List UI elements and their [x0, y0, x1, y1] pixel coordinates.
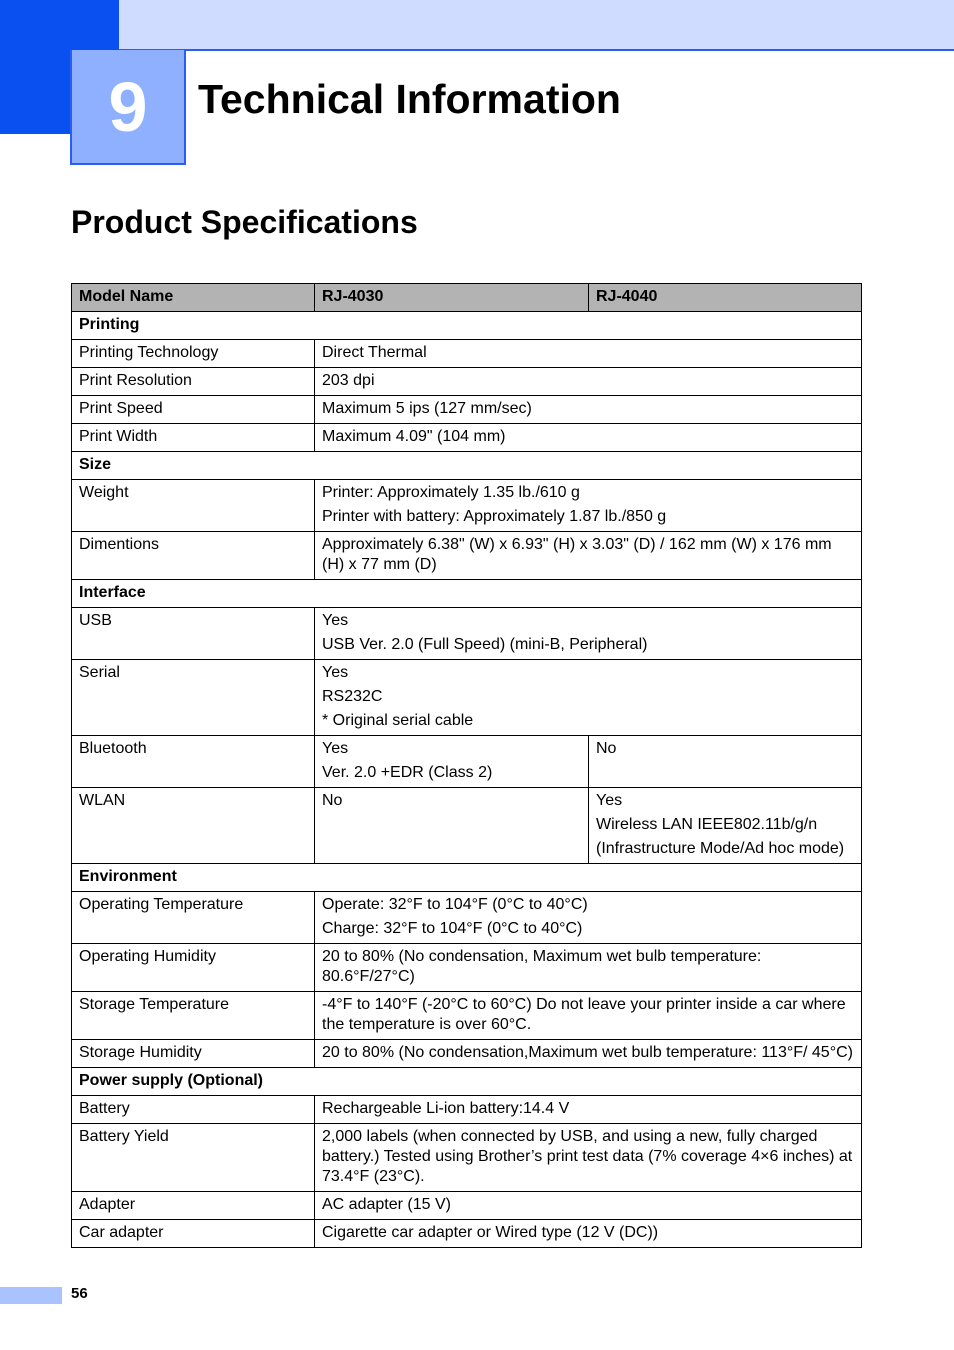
spec-line: Yes — [596, 792, 623, 809]
header-model-name: Model Name — [72, 284, 315, 312]
table-row — [72, 788, 862, 864]
spec-label: Print Width — [72, 424, 315, 452]
spec-line: Yes — [322, 664, 349, 681]
spec-label: USB — [72, 608, 315, 660]
spec-line: Printer: Approximately 1.35 lb./610 g — [322, 484, 580, 501]
spec-line: Wireless LAN IEEE802.11b/g/n — [596, 816, 818, 833]
chapter-title: Technical Information — [198, 76, 621, 122]
spec-value-rj-4040 — [589, 788, 862, 864]
spec-value: 2,000 labels (when connected by USB, and using a new, fully charged battery.) Tested using Brother’s print test data (7% coverage 4×6 inches) at 73.4°F (23°C). — [315, 1124, 862, 1192]
spec-label: Adapter — [72, 1192, 315, 1220]
table-row — [72, 480, 862, 532]
table-row — [72, 944, 862, 992]
spec-value: Cigarette car adapter or Wired type (12 V (DC)) — [315, 1220, 862, 1248]
spec-value: AC adapter (15 V) — [315, 1192, 862, 1220]
spec-line: Charge: 32°F to 104°F (0°C to 40°C) — [322, 920, 583, 937]
spec-value — [315, 660, 862, 736]
spec-line: * Original serial cable — [322, 712, 474, 729]
section-label: Size — [72, 452, 862, 480]
section-label: Interface — [72, 580, 862, 608]
spec-value: Maximum 4.09" (104 mm) — [315, 424, 862, 452]
spec-value-rj-4030 — [315, 736, 589, 788]
table-row — [72, 736, 862, 788]
table-row — [72, 532, 862, 580]
spec-line: Operate: 32°F to 104°F (0°C to 40°C) — [322, 896, 588, 913]
spec-line: Yes — [322, 612, 349, 629]
spec-label: Storage Humidity — [72, 1040, 315, 1068]
spec-value: Direct Thermal — [315, 340, 862, 368]
spec-value: 20 to 80% (No condensation,Maximum wet bulb temperature: 113°F/ 45°C) — [315, 1040, 862, 1068]
page-tab-marker — [0, 1287, 62, 1304]
spec-label: Battery — [72, 1096, 315, 1124]
spec-value: Rechargeable Li-ion battery:14.4 V — [315, 1096, 862, 1124]
table-row — [72, 608, 862, 660]
spec-line: USB Ver. 2.0 (Full Speed) (mini-B, Peripheral) — [322, 636, 648, 653]
table-row — [72, 992, 862, 1040]
section-label: Printing — [72, 312, 862, 340]
section-label: Power supply (Optional) — [72, 1068, 862, 1096]
table-row — [72, 1124, 862, 1192]
page-number: 56 — [71, 1285, 88, 1302]
spec-label: Bluetooth — [72, 736, 315, 788]
header-rj-4030: RJ-4030 — [315, 284, 589, 312]
specifications-table — [71, 283, 862, 1248]
spec-value-rj-4040: No — [589, 736, 862, 788]
spec-value-rj-4030: No — [315, 788, 589, 864]
spec-label: Dimentions — [72, 532, 315, 580]
table-row — [72, 1220, 862, 1248]
spec-value — [315, 480, 862, 532]
spec-label: WLAN — [72, 788, 315, 864]
spec-label: Operating Humidity — [72, 944, 315, 992]
table-row — [72, 396, 862, 424]
table-row — [72, 368, 862, 396]
header-rj-4040: RJ-4040 — [589, 284, 862, 312]
table-row — [72, 892, 862, 944]
section-row-interface — [72, 580, 862, 608]
table-row — [72, 424, 862, 452]
spec-value — [315, 608, 862, 660]
table-row — [72, 660, 862, 736]
table-row — [72, 340, 862, 368]
spec-line: Ver. 2.0 +EDR (Class 2) — [322, 764, 493, 781]
spec-value: 203 dpi — [315, 368, 862, 396]
spec-value: -4°F to 140°F (-20°C to 60°C) Do not leave your printer inside a car where the temperature is over 60°C. — [315, 992, 862, 1040]
section-label: Environment — [72, 864, 862, 892]
section-title: Product Specifications — [71, 204, 418, 240]
table-header-row — [72, 284, 862, 312]
section-row-printing — [72, 312, 862, 340]
section-row-power — [72, 1068, 862, 1096]
spec-label: Battery Yield — [72, 1124, 315, 1192]
spec-label: Storage Temperature — [72, 992, 315, 1040]
section-row-environment — [72, 864, 862, 892]
table-row — [72, 1192, 862, 1220]
spec-line: Yes — [322, 740, 349, 757]
spec-label: Car adapter — [72, 1220, 315, 1248]
spec-value: 20 to 80% (No condensation, Maximum wet bulb temperature: 80.6°F/27°C) — [315, 944, 862, 992]
spec-label: Serial — [72, 660, 315, 736]
spec-label: Operating Temperature — [72, 892, 315, 944]
spec-line: (Infrastructure Mode/Ad hoc mode) — [596, 840, 845, 857]
table-row — [72, 1040, 862, 1068]
spec-value — [315, 892, 862, 944]
table-row — [72, 1096, 862, 1124]
spec-label: Print Speed — [72, 396, 315, 424]
spec-label: Print Resolution — [72, 368, 315, 396]
chapter-number-box — [70, 50, 186, 165]
spec-line: Printer with battery: Approximately 1.87 lb./850 g — [322, 508, 667, 525]
chapter-number: 9 — [108, 67, 148, 146]
spec-label: Weight — [72, 480, 315, 532]
spec-value: Approximately 6.38" (W) x 6.93" (H) x 3.03" (D) / 162 mm (W) x 176 mm (H) x 77 mm (D) — [315, 532, 862, 580]
spec-line: RS232C — [322, 688, 383, 705]
header-band — [119, 0, 954, 51]
spec-label: Printing Technology — [72, 340, 315, 368]
spec-value: Maximum 5 ips (127 mm/sec) — [315, 396, 862, 424]
section-row-size — [72, 452, 862, 480]
